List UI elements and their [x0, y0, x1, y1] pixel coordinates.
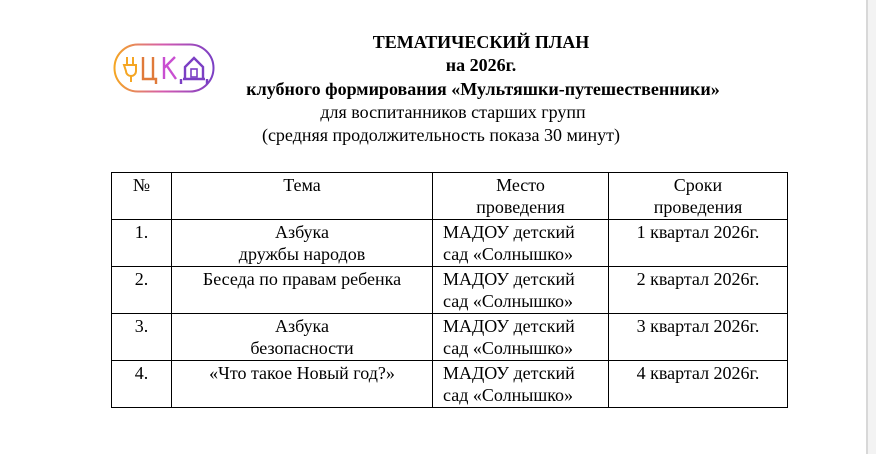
- header-place: [433, 173, 609, 220]
- row-place: [433, 314, 609, 361]
- doc-club-name: клубного формирования «Мультяшки-путешественники»: [246, 79, 720, 99]
- row-place-line2: сад «Солнышко»: [443, 291, 574, 311]
- row-num: 2.: [112, 267, 172, 314]
- row-place: [433, 361, 609, 408]
- row-num: 3.: [112, 314, 172, 361]
- row-place-line1: МАДОУ детский: [443, 222, 575, 242]
- row-place: [433, 267, 609, 314]
- row-place-line2: сад «Солнышко»: [443, 338, 574, 358]
- row-topic: [172, 220, 433, 267]
- row-place-line1: МАДОУ детский: [443, 363, 575, 383]
- row-time: 4 квартал 2026г.: [609, 361, 788, 408]
- row-place-line1: МАДОУ детский: [443, 316, 575, 336]
- row-place-line2: сад «Солнышко»: [443, 244, 574, 264]
- row-topic-line2: безопасности: [250, 338, 354, 358]
- row-topic-line2: дружбы народов: [238, 244, 366, 264]
- table-row: [112, 314, 788, 361]
- header-time-line1: Сроки: [673, 175, 723, 195]
- header-place-line1: Место: [496, 175, 545, 195]
- table-row: [112, 220, 788, 267]
- row-place-line1: МАДОУ детский: [443, 269, 575, 289]
- row-topic-line1: «Что такое Новый год?»: [209, 363, 395, 383]
- table-row: [112, 267, 788, 314]
- header-num: №: [112, 173, 172, 220]
- row-topic-line1: Беседа по правам ребенка: [202, 269, 402, 289]
- row-time: 3 квартал 2026г.: [609, 314, 788, 361]
- row-num: 1.: [112, 220, 172, 267]
- table-header-row: [112, 173, 788, 220]
- header-place-line2: проведения: [476, 197, 565, 217]
- table-row: [112, 361, 788, 408]
- row-num: 4.: [112, 361, 172, 408]
- row-place: [433, 220, 609, 267]
- header-topic: Тема: [172, 173, 433, 220]
- header-time: [609, 173, 788, 220]
- row-topic-line1: Азбука: [274, 316, 330, 336]
- row-time: 1 квартал 2026г.: [609, 220, 788, 267]
- doc-duration: (средняя продолжительность показа 30 минут): [261, 125, 621, 145]
- row-topic: [172, 361, 433, 408]
- row-topic: [172, 267, 433, 314]
- plan-table: [111, 172, 788, 408]
- doc-audience: для воспитанников старших групп: [320, 102, 586, 122]
- row-topic-line1: Азбука: [274, 222, 330, 242]
- doc-title: ТЕМАТИЧЕСКИЙ ПЛАН: [372, 32, 590, 52]
- header-time-line2: проведения: [653, 197, 743, 217]
- row-topic: [172, 314, 433, 361]
- row-time: 2 квартал 2026г.: [609, 267, 788, 314]
- row-place-line2: сад «Солнышко»: [443, 385, 574, 405]
- doc-year: на 2026г.: [445, 55, 517, 75]
